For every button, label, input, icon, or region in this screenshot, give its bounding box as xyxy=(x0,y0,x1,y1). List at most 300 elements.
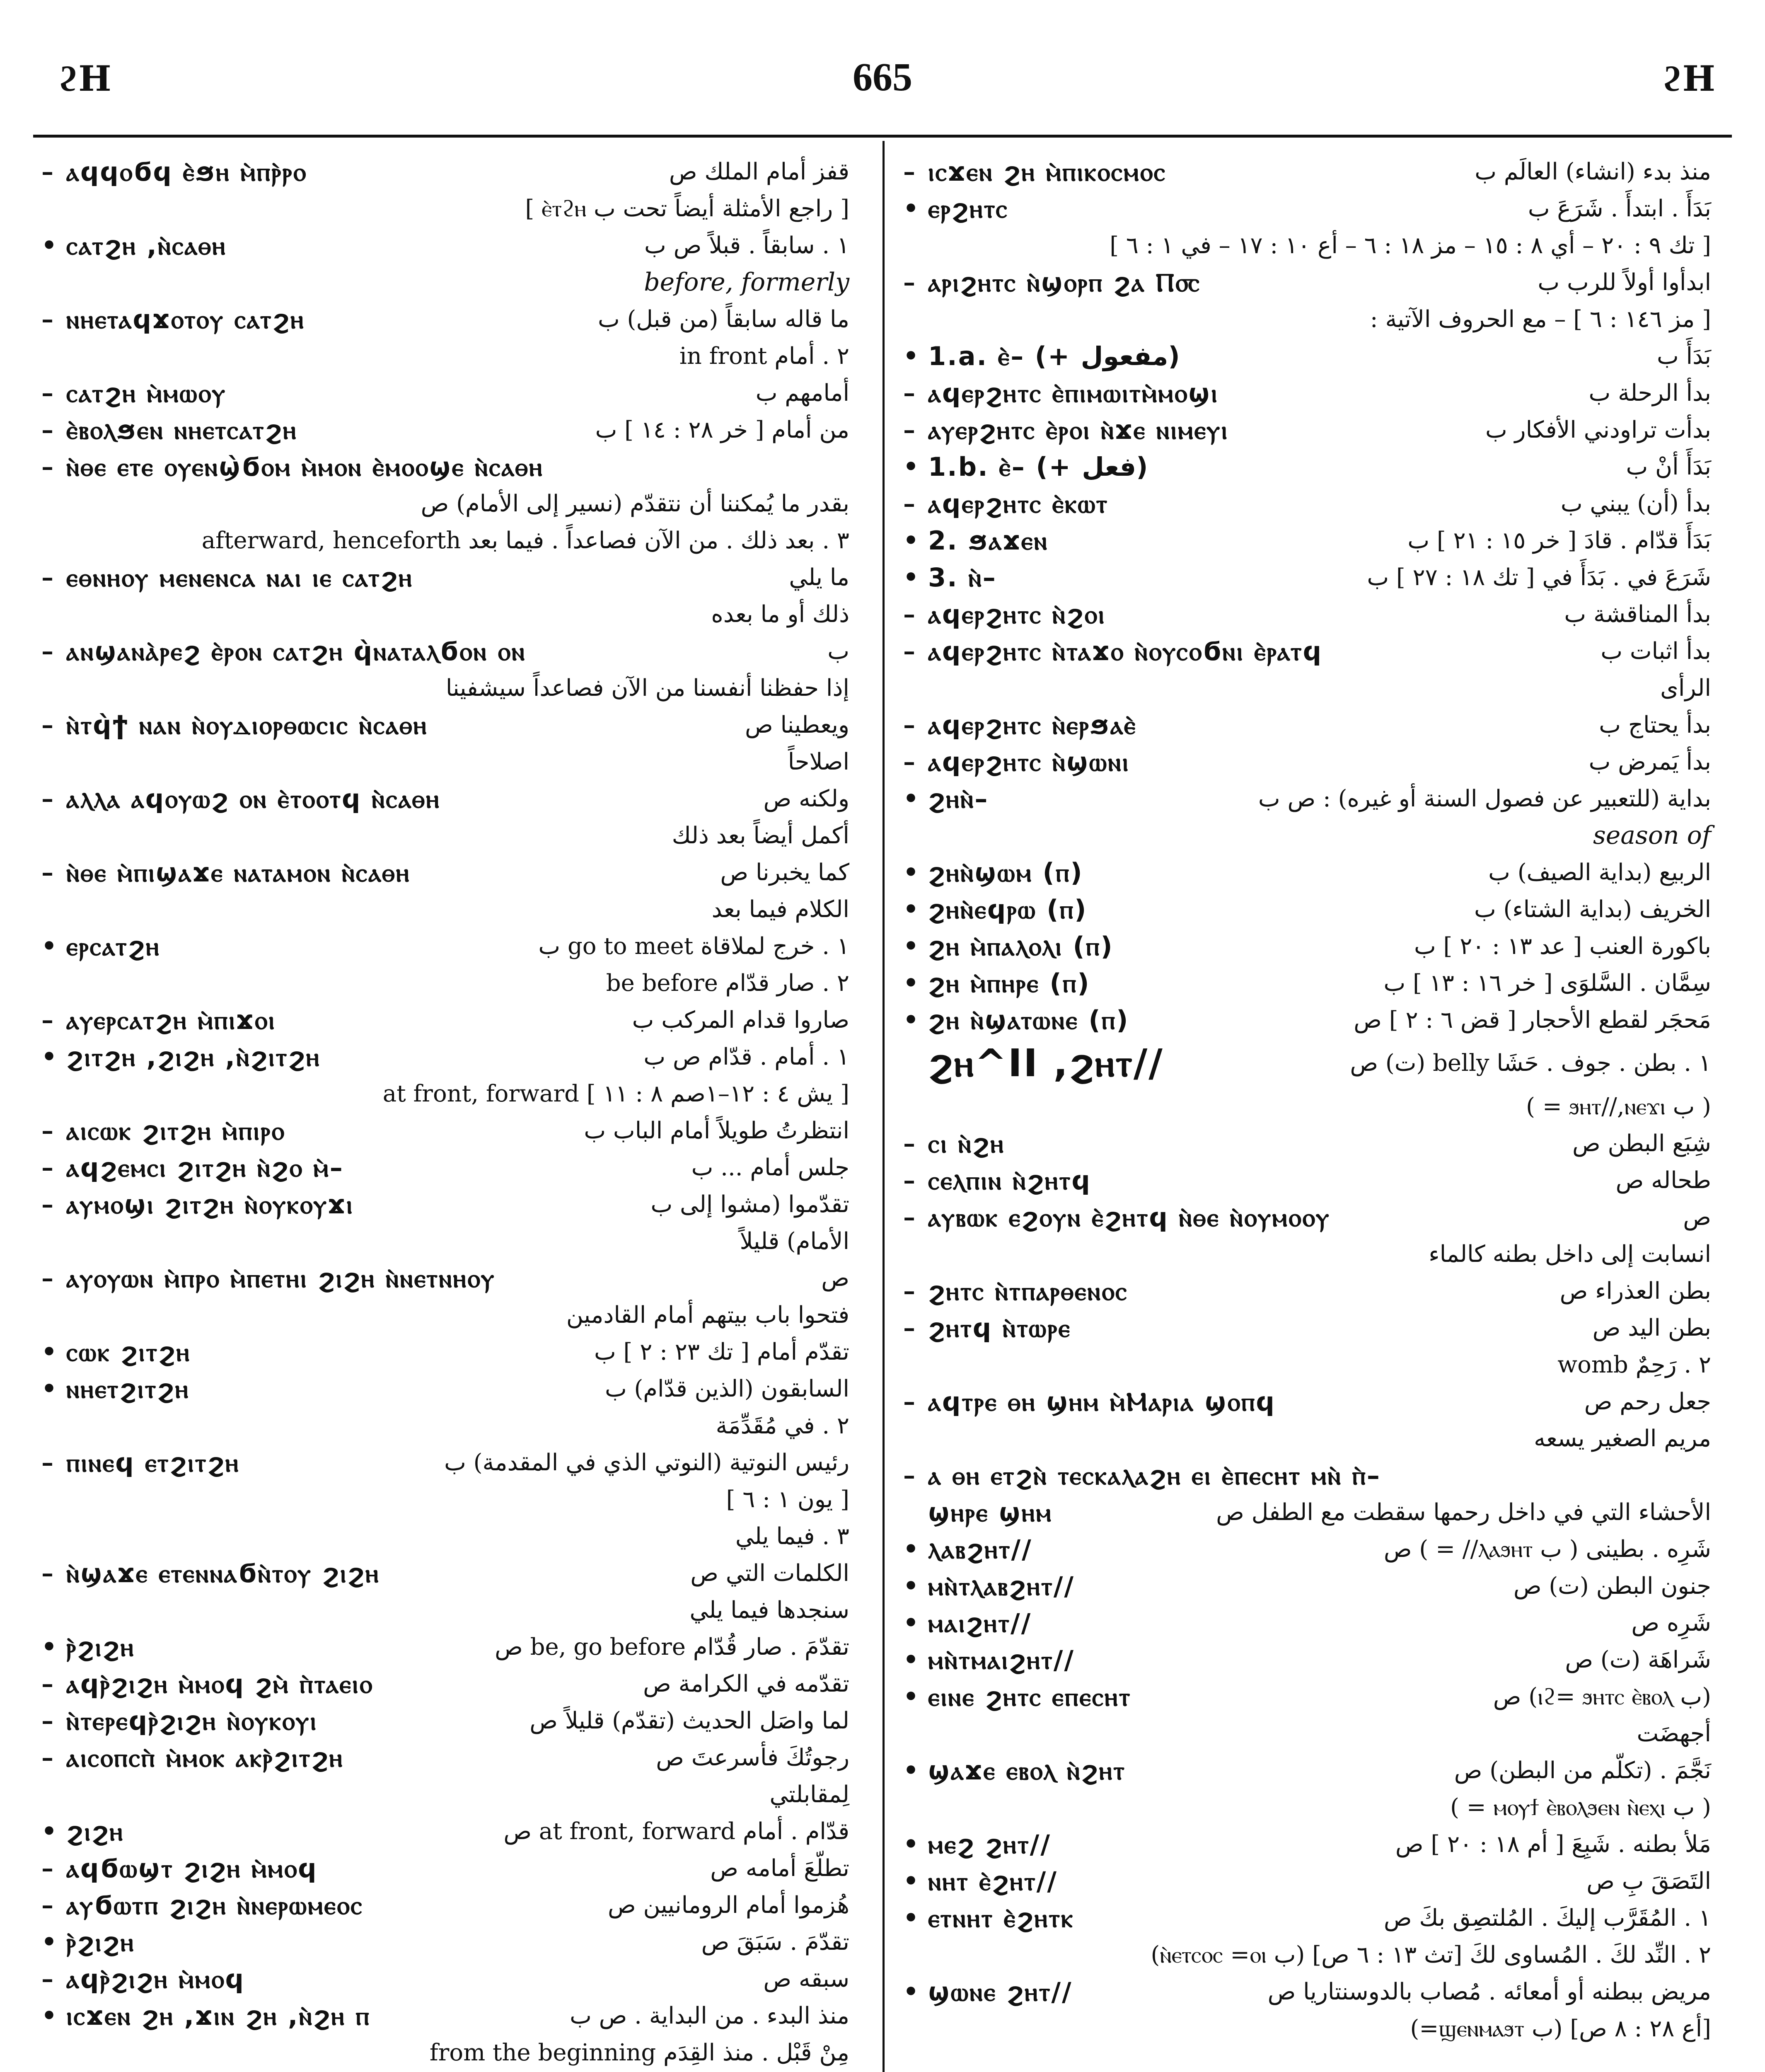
dictionary-line xyxy=(41,1702,849,1739)
entry-bullet: • xyxy=(903,858,919,886)
dictionary-line xyxy=(903,928,1711,965)
entry-bullet: – xyxy=(903,489,915,518)
arabic-gloss: ما يلي xyxy=(789,564,849,591)
dictionary-line xyxy=(903,1973,1711,2010)
dictionary-line xyxy=(903,1088,1711,1125)
dictionary-line xyxy=(41,1739,849,1776)
dictionary-line xyxy=(903,559,1711,596)
coptic-text: ⲉⲣϩⲏⲧⲥ xyxy=(928,194,1008,224)
dictionary-line xyxy=(903,1605,1711,1641)
coptic-text: ϩⲏⲧⲥ ⲛ̀ⲧⲡⲁⲣⲑⲉⲛⲟⲥ xyxy=(928,1276,1128,1306)
dictionary-line xyxy=(903,1531,1711,1568)
arabic-gloss: سِمَّان . السَّلوَى [ خر ١٦ : ١٣ ] ب xyxy=(1383,970,1711,997)
arabic-gloss: تقدّمَ . صار قُدّام be, go before ص xyxy=(495,1634,849,1661)
arabic-gloss: ٢ . في مُقَدِّمَة xyxy=(716,1412,849,1439)
entry-bullet: – xyxy=(41,1264,53,1292)
arabic-gloss: ويعطينا ص xyxy=(745,712,849,738)
entry-bullet: – xyxy=(903,379,915,407)
coptic-text: ⲉⲓⲛⲉ ϩⲏⲧⲥ ⲉⲡⲉⲥⲏⲧ xyxy=(928,1682,1132,1712)
arabic-gloss: ١ . بطن . جوف . حَشَا belly (ت) ص xyxy=(1350,1050,1711,1077)
arabic-gloss: التَصَقَ بِ ص xyxy=(1586,1868,1711,1895)
arabic-gloss: بَدَأَ . ابتدأَ . شَرَعَ ب xyxy=(1528,195,1711,222)
entry-bullet: – xyxy=(903,748,915,776)
dictionary-line xyxy=(903,264,1711,301)
dictionary-line xyxy=(903,1826,1711,1863)
arabic-gloss: تقدّم أمام [ تك ٢٣ : ٢ ] ب xyxy=(594,1339,849,1365)
entry-bullet: • xyxy=(903,453,919,481)
dictionary-line xyxy=(41,2034,849,2071)
dictionary-line xyxy=(41,1665,849,1702)
dictionary-line xyxy=(903,1236,1711,1273)
dictionary-line xyxy=(41,965,849,1002)
arabic-gloss: تطلّعَ أمامه ص xyxy=(710,1855,849,1882)
entry-bullet: – xyxy=(903,1387,915,1416)
arabic-gloss: بَدَأَ ب xyxy=(1656,343,1711,370)
dictionary-line xyxy=(903,190,1711,227)
entry-bullet: – xyxy=(41,379,53,407)
dictionary-line xyxy=(41,1370,849,1407)
arabic-gloss: لِمقابلتي xyxy=(769,1781,849,1808)
coptic-text: ⲣ̀ϩⲓϩⲏ xyxy=(66,1927,135,1957)
dictionary-line xyxy=(41,1297,849,1334)
dictionary-line xyxy=(41,1924,849,1961)
coptic-text: ⲁϥⲉⲣϩⲏⲧⲥ ⲛ̀ⲉⲣϧⲁⲉ̀ xyxy=(928,710,1137,740)
dictionary-line xyxy=(41,1186,849,1223)
dictionary-line xyxy=(41,1075,849,1112)
entry-bullet: • xyxy=(903,1682,919,1711)
arabic-gloss: كما يخبرنا ص xyxy=(720,859,849,886)
running-head-right: ϩΗ xyxy=(1662,58,1715,99)
dictionary-line xyxy=(903,1346,1711,1383)
dictionary-line xyxy=(41,448,849,485)
entry-bullet: • xyxy=(41,2002,57,2030)
entry-bullet: – xyxy=(41,1670,53,1698)
entry-bullet: – xyxy=(41,784,53,813)
dictionary-line xyxy=(41,1444,849,1481)
arabic-gloss: شَرِه ص xyxy=(1631,1610,1711,1636)
entry-bullet: • xyxy=(903,932,919,960)
dictionary-line xyxy=(903,891,1711,928)
coptic-text: ϩⲏⲛ̀ⲉϥⲣⲱ (ⲡ) xyxy=(928,894,1088,925)
dictionary-line xyxy=(903,448,1711,485)
dictionary-line xyxy=(903,1199,1711,1236)
arabic-gloss: جعل رحم ص xyxy=(1584,1388,1711,1415)
entry-bullet: • xyxy=(41,1043,57,1071)
entry-bullet: – xyxy=(903,1203,915,1231)
entry-bullet: • xyxy=(903,1006,919,1034)
arabic-gloss: ٢ . صار قدّام be before xyxy=(606,970,849,997)
arabic-gloss: [ راجع الأمثلة أيضاً تحت ب ⲉ̀ⲧϩⲏ ] xyxy=(525,195,849,222)
dictionary-line xyxy=(41,1629,849,1665)
coptic-text: ⲓⲥϫⲉⲛ ϩⲏ ⲙ̀ⲡⲓⲕⲟⲥⲙⲟⲥ xyxy=(928,157,1166,187)
coptic-text: ⲁϥϭⲱϣⲧ ϩⲓϩⲏ ⲙ̀ⲙⲟϥ xyxy=(66,1853,318,1883)
arabic-gloss: ١ . خرج لملاقاة go to meet ب xyxy=(538,933,849,960)
arabic-gloss: اصلاحاً xyxy=(788,748,849,775)
entry-bullet: – xyxy=(41,563,53,591)
arabic-gloss: شَرَعَ في . بَدَأَ في [ تك ١٨ : ٢٧ ] ب xyxy=(1367,564,1711,591)
entry-bullet: • xyxy=(903,563,919,591)
arabic-gloss: بقدر ما يُمكننا أن نتقدّم (نسير إلى الأمام) ص xyxy=(421,490,849,517)
arabic-gloss: بدأ (أن) يبني ب xyxy=(1560,490,1711,517)
arabic-gloss: فتحوا باب بيتهم أمام القادمين xyxy=(566,1302,849,1329)
dictionary-line xyxy=(903,485,1711,522)
entry-bullet: – xyxy=(41,1706,53,1735)
arabic-gloss: سبقه ص xyxy=(763,1965,849,1992)
coptic-text: ϩⲏⲛ̀ϣⲱⲙ (ⲡ) xyxy=(928,857,1083,888)
entry-bullet: – xyxy=(41,711,53,739)
dictionary-line xyxy=(41,1149,849,1186)
arabic-gloss: الربيع (بداية الصيف) ب xyxy=(1488,859,1711,886)
arabic-gloss: الخريف (بداية الشتاء) ب xyxy=(1474,896,1711,923)
arabic-gloss: مِنْ قَبْل . منذ القِدَم from the beginning xyxy=(429,2039,849,2066)
coptic-text: ⲁⲩⲉⲣϩⲏⲧⲥ ⲉ̀ⲣⲟⲓ ⲛ̀ϫⲉ ⲛⲓⲙⲉⲩⲓ xyxy=(928,415,1229,445)
coptic-text: ⲁϥϥⲟϭϥ ⲉ̀ϧⲏ ⲙ̀ⲡⲣ̀ⲣⲟ xyxy=(66,157,307,187)
arabic-gloss: (ب ⲓϩ= ϧⲏⲧⲥ ⲉ̀ⲃⲟⲗ) ص xyxy=(1493,1683,1711,1710)
coptic-text: ϩⲓⲧϩⲏ ,ϩⲓϩⲏ ,ⲛ̀ϩⲓⲧϩⲏ xyxy=(66,1042,321,1072)
dictionary-line xyxy=(903,596,1711,633)
coptic-text: ⲛⲏⲉⲧϩⲓⲧϩⲏ xyxy=(66,1374,190,1404)
coptic-text: ⲛⲏⲉⲧⲁϥϫⲟⲧⲟⲩ ⲥⲁⲧϩⲏ xyxy=(66,304,305,334)
dictionary-line xyxy=(41,596,849,633)
entry-bullet: • xyxy=(41,1338,57,1366)
entry-bullet: – xyxy=(41,637,53,665)
entry-bullet: • xyxy=(903,1572,919,1600)
dictionary-line xyxy=(903,1457,1711,1494)
dictionary-line xyxy=(41,301,849,338)
coptic-text: 2. ϧⲁϫⲉⲛ xyxy=(928,525,1048,556)
arabic-gloss: من أمام [ خر ٢٨ : ١٤ ] ب xyxy=(595,416,849,443)
dictionary-line xyxy=(903,227,1711,264)
arabic-gloss: إذا حفظنا أنفسنا من الآن فصاعداً سيشفينا xyxy=(445,675,849,702)
arabic-gloss: الأمام) قليلاً xyxy=(740,1228,849,1255)
dictionary-line xyxy=(903,1568,1711,1605)
coptic-text: ⲥⲱⲕ ϩⲓⲧϩⲏ xyxy=(66,1337,191,1367)
dictionary-line xyxy=(903,2010,1711,2047)
dictionary-line xyxy=(41,559,849,596)
dictionary-line xyxy=(903,375,1711,411)
coptic-text: ⲉ̀ⲃⲟⲗϧⲉⲛ ⲛⲏⲉⲧⲥⲁⲧϩⲏ xyxy=(66,415,297,445)
dictionary-line xyxy=(41,1002,849,1038)
arabic-gloss: تقدّموا (مشوا إلى ب xyxy=(650,1191,849,1218)
arabic-gloss: بدأ يَمرض ب xyxy=(1588,748,1711,775)
coptic-text: ϩⲏ ⲙ̀ⲡⲏⲣⲉ (ⲡ) xyxy=(928,968,1090,998)
dictionary-line xyxy=(903,1752,1711,1789)
arabic-gloss: شِبَع البطن ص xyxy=(1572,1130,1711,1157)
arabic-gloss: مريم الصغير يسعه xyxy=(1534,1425,1711,1452)
coptic-text: ⲁϥⲣ̀ϩⲓϩⲏ ⲙ̀ⲙⲟϥ ϩⲙ̀ ⲡ̀ⲧⲁⲉⲓⲟ xyxy=(66,1669,373,1699)
arabic-gloss: بدأ المناقشة ب xyxy=(1564,601,1711,628)
coptic-text: ⲁⲩⲉⲣⲥⲁⲧϩⲏ ⲙ̀ⲡⲓϫⲟⲓ xyxy=(66,1005,276,1035)
dictionary-line xyxy=(903,854,1711,891)
entry-bullet: – xyxy=(41,1559,53,1587)
dictionary-line xyxy=(41,780,849,817)
dictionary-line xyxy=(41,743,849,780)
entry-bullet: – xyxy=(903,1314,915,1342)
entry-bullet: • xyxy=(903,526,919,554)
coptic-text: ⲗⲁⲃϩⲏⲧ// xyxy=(928,1534,1032,1564)
dictionary-line xyxy=(41,1813,849,1850)
coptic-text: 1.b. ⲉ̀– (+ فعل) xyxy=(928,452,1149,482)
coptic-text: ⲁ ⲑⲏ ⲉⲧϩⲛ̀ ⲧⲉⲥⲕⲁⲗⲁϩⲏ ⲉⲓ ⲉ̀ⲡⲉⲥⲏⲧ ⲙⲛ̀ ⲡ̀– xyxy=(928,1460,1381,1491)
entry-bullet: – xyxy=(903,1129,915,1157)
arabic-gloss: ٢ . رَحِمٌ womb xyxy=(1557,1351,1711,1378)
coptic-text: 3. ⲛ̀– xyxy=(928,562,997,593)
coptic-text: ⲛ̀ⲑⲉ ⲉⲧⲉ ⲟⲩⲉⲛϣ̀ϭⲟⲙ ⲙ̀ⲙⲟⲛ ⲉ̀ⲙⲟⲟϣⲉ ⲛ̀ⲥⲁⲑⲏ xyxy=(66,452,544,482)
entry-bullet: • xyxy=(903,1978,919,2006)
dictionary-line xyxy=(903,1310,1711,1346)
entry-bullet: – xyxy=(41,157,53,186)
dictionary-line xyxy=(903,670,1711,707)
arabic-gloss: بَدَأَ قدّام . قادَ [ خر ١٥ : ٢١ ] ب xyxy=(1407,527,1711,554)
dictionary-line xyxy=(41,928,849,965)
arabic-gloss: بدأت تراودني الأفكار ب xyxy=(1485,416,1711,443)
arabic-gloss: السابقون (الذين قدّام) ب xyxy=(604,1375,849,1402)
dictionary-line xyxy=(903,780,1711,817)
coptic-text: ϩⲏ ⲙ̀ⲡⲁⲗⲟⲗⲓ (ⲡ) xyxy=(928,931,1114,961)
arabic-gloss: ( ب ϧⲏⲧ//,ⲛⲉϫⲓ = ) xyxy=(1526,1093,1711,1120)
dictionary-line xyxy=(41,411,849,448)
coptic-text: ⲛ̀ⲧϥ̀ϯ ⲛⲁⲛ ⲛ̀ⲟⲩⲇⲓⲟⲣⲑⲱⲥⲓⲥ ⲛ̀ⲥⲁⲑⲏ xyxy=(66,710,428,740)
coptic-text: ⲣ̀ϩⲓϩⲏ xyxy=(66,1632,135,1662)
coptic-text: ⲙⲁⲓϩⲏⲧ// xyxy=(928,1608,1032,1638)
dictionary-line xyxy=(903,1420,1711,1457)
coptic-text: ⲁϥⲉⲣϩⲏⲧⲥ ⲛ̀ϣⲱⲛⲓ xyxy=(928,747,1130,777)
arabic-gloss: ص xyxy=(821,1265,849,1292)
coptic-text: ϩⲓϩⲏ xyxy=(66,1816,124,1847)
dictionary-line xyxy=(903,1936,1711,1973)
coptic-text: ⲛ̀ⲧⲉⲣⲉϥⲣ̀ϩⲓϩⲏ ⲛ̀ⲟⲩⲕⲟⲩⲓ xyxy=(66,1706,318,1736)
dictionary-line xyxy=(41,1776,849,1813)
coptic-text: ⲁϥⲧⲣⲉ ⲑⲏ ϣⲏⲙ ⲙ̀Ⲙⲁⲣⲓⲁ ϣⲟⲡϥ xyxy=(928,1387,1276,1417)
dictionary-line xyxy=(903,817,1711,854)
arabic-gloss: صاروا قدام المركب ب xyxy=(632,1007,849,1034)
coptic-text: ⲉⲑⲛⲏⲟⲩ ⲙⲉⲛⲉⲛⲥⲁ ⲛⲁⲓ ⲓⲉ ⲥⲁⲧϩⲏ xyxy=(66,562,413,593)
arabic-gloss: مَحجَر لقطع الأحجار [ قض ٦ : ٢ ] ص xyxy=(1354,1007,1711,1034)
arabic-gloss: ابدأوا أولاً للرب ب xyxy=(1538,269,1711,296)
arabic-gloss: قدّام . أمام at front, forward ص xyxy=(503,1818,849,1845)
entry-bullet: • xyxy=(903,1535,919,1563)
dictionary-line xyxy=(903,633,1711,670)
coptic-text: ⲙⲉϩ ϩⲏⲧ// xyxy=(928,1829,1051,1859)
dictionary-line xyxy=(903,1162,1711,1199)
dictionary-line xyxy=(903,1641,1711,1678)
arabic-gloss: قفز أمام الملك ص xyxy=(669,158,849,185)
arabic-gloss: انتظرتُ طويلاً أمام الباب ب xyxy=(584,1117,849,1144)
coptic-text: ⲁⲓⲥⲱⲕ ϩⲓⲧϩⲏ ⲙ̀ⲡⲓⲣⲟ xyxy=(66,1116,285,1146)
arabic-gloss: [ يش ٤ : ١٢–١صم ٨ : ١١ ] at front, forward xyxy=(382,1080,849,1107)
entry-bullet: – xyxy=(41,1006,53,1034)
arabic-gloss: باكورة العنب [ عد ١٣ : ٢٠ ] ب xyxy=(1414,933,1711,960)
arabic-gloss: منذ بدء (انشاء) العالَم ب xyxy=(1475,158,1711,185)
dictionary-line xyxy=(41,854,849,891)
coptic-text: ⲉⲧⲛⲏⲧ ⲉ̀ϩⲏⲧⲕ xyxy=(928,1903,1074,1933)
coptic-text: ϩⲏⲧϥ ⲛ̀ⲧⲱⲣⲉ xyxy=(928,1313,1071,1343)
arabic-gloss: ١ . أمام . قدّام ص ب xyxy=(643,1043,849,1070)
arabic-gloss: ٢ . النِّد لكَ . المُساوى لكَ [تث ١٣ : ٦ ص] (ب ⲛ̀ⲉⲧⲥⲟⲥ =ⲟⲓ) xyxy=(1151,1941,1711,1968)
arabic-gloss: ١ . سابقاً . قبلاً ص ب xyxy=(644,232,849,259)
coptic-text: ⲥⲉⲗⲡⲓⲛ ⲛ̀ϩⲏⲧϥ xyxy=(928,1165,1091,1196)
arabic-gloss: [ مز ١٤٦ : ٦ ] – مع الحروف الآتية : xyxy=(1370,306,1711,333)
coptic-text: ϩⲏ^II ,ϩⲏⲧ// xyxy=(928,1041,1164,1085)
arabic-gloss: بَدَأَ أنْ ب xyxy=(1626,453,1711,480)
arabic-gloss: جلس أمام ... ب xyxy=(691,1154,849,1181)
dictionary-line xyxy=(41,264,849,301)
arabic-gloss: بدأ الرحلة ب xyxy=(1588,380,1711,407)
coptic-text: ⲛ̀ϣⲁϫⲉ ⲉⲧⲉⲛⲛⲁϭⲛ̀ⲧⲟⲩ ϩⲓϩⲏ xyxy=(66,1558,380,1588)
coptic-text: ⲁⲗⲗⲁ ⲁϥⲟⲩⲱϩ ⲟⲛ ⲉ̀ⲧⲟⲟⲧϥ ⲛ̀ⲥⲁⲑⲏ xyxy=(66,784,440,814)
arabic-gloss: الكلمات التي ص xyxy=(690,1560,849,1587)
dictionary-line xyxy=(41,1997,849,2034)
coptic-text: ⲙⲛ̀ⲧⲗⲁⲃϩⲏⲧ// xyxy=(928,1571,1075,1601)
arabic-gloss: الرأى xyxy=(1660,675,1711,702)
right-column xyxy=(903,153,1711,2047)
arabic-gloss: ٢ . أمام in front xyxy=(679,343,849,370)
arabic-gloss: جنون البطن (ت) ص xyxy=(1513,1573,1711,1600)
dictionary-line xyxy=(903,1125,1711,1162)
dictionary-line xyxy=(41,485,849,522)
dictionary-line xyxy=(41,1555,849,1592)
arabic-gloss: ولكنه ص xyxy=(763,785,849,812)
dictionary-line xyxy=(41,670,849,707)
dictionary-line xyxy=(41,338,849,375)
header-rule xyxy=(33,135,1732,138)
dictionary-line xyxy=(903,1494,1711,1531)
dictionary-line xyxy=(41,1887,849,1924)
coptic-text: ⲛⲏⲧ ⲉ̀ϩⲏⲧ// xyxy=(928,1866,1058,1896)
entry-bullet: – xyxy=(41,1854,53,1882)
arabic-gloss: أمامهم ب xyxy=(755,380,849,407)
entry-bullet: • xyxy=(41,1928,57,1956)
arabic-gloss: ٣ . فيما يلي xyxy=(735,1523,849,1550)
dictionary-line xyxy=(903,1715,1711,1752)
entry-bullet: – xyxy=(41,1448,53,1477)
coptic-text: ⲁϥⲣ̀ϩⲓϩⲏ ⲙ̀ⲙⲟϥ xyxy=(66,1964,245,1994)
dictionary-line xyxy=(41,1112,849,1149)
entry-bullet: – xyxy=(41,416,53,444)
dictionary-line xyxy=(41,375,849,411)
dictionary-line xyxy=(41,522,849,559)
arabic-gloss: بطن اليد ص xyxy=(1592,1314,1711,1341)
dictionary-line xyxy=(41,1518,849,1555)
entry-bullet: – xyxy=(41,858,53,886)
coptic-text: ⲁⲩⲟⲩⲱⲛ ⲙ̀ⲡⲣⲟ ⲙ̀ⲡⲉⲧⲏⲓ ϩⲓϩⲏ ⲛ̀ⲛⲉⲧⲛⲏⲟⲩ xyxy=(66,1263,496,1293)
dictionary-line xyxy=(41,227,849,264)
coptic-text: ⲁⲩⲙⲟϣⲓ ϩⲓⲧϩⲏ ⲛ̀ⲟⲩⲕⲟⲩϫⲓ xyxy=(66,1189,354,1220)
arabic-gloss: طحاله ص xyxy=(1615,1167,1711,1194)
coptic-text: ⲥⲁⲧϩⲏ ⲙ̀ⲙⲱⲟⲩ xyxy=(66,378,227,408)
arabic-gloss: بدأ يحتاج ب xyxy=(1599,712,1711,738)
arabic-gloss: انسابت إلى داخل بطنه كالماء xyxy=(1429,1241,1711,1268)
arabic-gloss: ( ب ⲙⲟⲩϯ ⲉ̀ⲃⲟⲗϧⲉⲛ ⲛ̀ⲉⲭⲓ = ) xyxy=(1450,1794,1711,1821)
entry-bullet: • xyxy=(41,1375,57,1403)
arabic-gloss: بداية (للتعبير عن فصول السنة أو غيره) : ص ب xyxy=(1258,785,1711,812)
dictionary-line xyxy=(903,1678,1711,1715)
coptic-text: ⲁⲓⲥⲟⲡⲥⲡ̀ ⲙ̀ⲙⲟⲕ ⲁⲕⲣ̀ϩⲓⲧϩⲏ xyxy=(66,1743,344,1773)
dictionary-line xyxy=(903,301,1711,338)
coptic-text: 1.a. ⲉ̀– (+ مفعول) xyxy=(928,341,1181,371)
arabic-gloss: بدأ اثبات ب xyxy=(1601,638,1711,665)
entry-bullet: – xyxy=(903,600,915,628)
coptic-text: ⲁϥⲉⲣϩⲏⲧⲥ ⲉ̀ⲕⲱⲧ xyxy=(928,489,1109,519)
coptic-text: ⲁⲣⲓϩⲏⲧⲥ ⲛ̀ϣⲟⲣⲡ ϩⲁ Ⲡ⳪ xyxy=(928,267,1201,298)
coptic-text: ⲁⲩⲃⲱⲕ ⲉϩⲟⲩⲛ ⲉ̀ϩⲏⲧϥ ⲛ̀ⲑⲉ ⲛ̀ⲟⲩⲙⲟⲟⲩ xyxy=(928,1202,1330,1232)
entry-bullet: • xyxy=(903,1609,919,1637)
dictionary-line xyxy=(903,1863,1711,1900)
dictionary-line xyxy=(41,1592,849,1629)
arabic-gloss: لما واصَل الحديث (تقدّم) قليلاً ص xyxy=(530,1707,849,1734)
entry-bullet: • xyxy=(903,1904,919,1932)
dictionary-line xyxy=(903,522,1711,559)
dictionary-line xyxy=(41,817,849,854)
arabic-gloss: رجوتُكَ فأسرعتَ ص xyxy=(656,1744,849,1771)
entry-bullet: • xyxy=(903,1646,919,1674)
arabic-gloss: هُزموا أمام الرومانيين ص xyxy=(608,1892,849,1919)
entry-bullet: – xyxy=(903,1166,915,1194)
dictionary-line xyxy=(41,1407,849,1444)
coptic-text: ⲁⲛϣⲁⲛⲁ̀ⲣⲉϩ ⲉ̀ⲣⲟⲛ ⲥⲁⲧϩⲏ ϥ̀ⲛⲁⲧⲁⲗϭⲟⲛ ⲟⲛ xyxy=(66,636,526,666)
english-gloss: season of xyxy=(1593,821,1711,850)
entry-bullet: • xyxy=(903,194,919,223)
entry-bullet: – xyxy=(41,1190,53,1218)
running-head-left: ϩΗ xyxy=(58,58,111,99)
dictionary-line xyxy=(41,1334,849,1370)
arabic-gloss: مَلأ بطنه . شَبِعَ [ أم ١٨ : ٢٠ ] ص xyxy=(1395,1831,1711,1858)
entry-bullet: – xyxy=(903,268,915,296)
dictionary-line xyxy=(41,891,849,928)
coptic-text: ⲁⲩϭⲱⲧⲡ ϩⲓϩⲏ ⲛ̀ⲛⲉⲣⲱⲙⲉⲟⲥ xyxy=(66,1890,363,1920)
entry-bullet: • xyxy=(41,1633,57,1661)
coptic-text: ϣⲁϫⲉ ⲉⲃⲟⲗ ⲛ̀ϩⲏⲧ xyxy=(928,1755,1126,1786)
entry-bullet: • xyxy=(903,1830,919,1858)
entry-bullet: – xyxy=(41,1153,53,1181)
entry-bullet: – xyxy=(41,1116,53,1145)
coptic-text: ⲥⲓ ⲛ̀ϩⲏ xyxy=(928,1128,1005,1159)
arabic-gloss: ص xyxy=(1683,1204,1711,1231)
entry-bullet: – xyxy=(41,305,53,333)
coptic-text: ⲁϥⲉⲣϩⲏⲧⲥ ⲉ̀ⲡⲓⲙⲱⲓⲧⲙ̀ⲙⲟϣⲓ xyxy=(928,378,1219,408)
coptic-text: ϩⲏ ⲛ̀ϣⲁⲧⲱⲛⲉ (ⲡ) xyxy=(928,1005,1129,1035)
dictionary-line xyxy=(903,153,1711,190)
coptic-text: ⲙⲛ̀ⲧⲙⲁⲓϩⲏⲧ// xyxy=(928,1645,1075,1675)
arabic-gloss: أكمل أيضاً بعد ذلك xyxy=(672,822,849,849)
dictionary-line xyxy=(903,707,1711,743)
dictionary-line xyxy=(903,1789,1711,1826)
coptic-text: ϩⲏⲛ̀– xyxy=(928,784,989,814)
arabic-gloss: شَرِه . بطينى ( ب ⲗⲁϧⲏⲧ// = ) ص xyxy=(1383,1536,1711,1563)
arabic-gloss: شَراهَة (ت) ص xyxy=(1565,1646,1711,1673)
arabic-gloss: ما قاله سابقاً (من قبل) ب xyxy=(597,306,849,333)
dictionary-line xyxy=(903,1900,1711,1936)
entry-bullet: – xyxy=(41,453,53,481)
arabic-gloss: أجهضَت xyxy=(1637,1720,1711,1747)
coptic-text: ⲥⲁⲧϩⲏ ,ⲛ̀ⲥⲁⲑⲏ xyxy=(66,230,227,261)
dictionary-line xyxy=(903,743,1711,780)
arabic-gloss: [ تك ٩ : ٢٠ – أي ٨ : ١٥ – مز ١٨ : ٦ – أع ١٠ : ١٧ – في ١ : ٦ ] xyxy=(1110,232,1711,259)
entry-bullet: – xyxy=(903,416,915,444)
arabic-gloss: منذ البدء . من البداية . ص ب xyxy=(570,2002,849,2029)
entry-bullet: – xyxy=(903,157,915,186)
arabic-gloss: رئيس النوتية (النوتي الذي في المقدمة) ب xyxy=(444,1449,849,1476)
entry-bullet: • xyxy=(903,342,919,370)
left-column xyxy=(41,153,849,2072)
coptic-text: ⲁϥⲉⲣϩⲏⲧⲥ ⲛ̀ⲧⲁϫⲟ ⲛ̀ⲟⲩⲥⲟϭⲛⲓ ⲉ̀ⲣⲁⲧϥ xyxy=(928,636,1323,666)
dictionary-line xyxy=(41,190,849,227)
entry-bullet: – xyxy=(41,1891,53,1919)
dictionary-line xyxy=(903,965,1711,1002)
dictionary-line xyxy=(41,1223,849,1260)
coptic-text: ϣⲏⲣⲉ ϣⲏⲙ xyxy=(928,1497,1052,1527)
coptic-text: ⲁϥⲉⲣϩⲏⲧⲥ ⲛ̀ϩⲟⲓ xyxy=(928,599,1106,629)
